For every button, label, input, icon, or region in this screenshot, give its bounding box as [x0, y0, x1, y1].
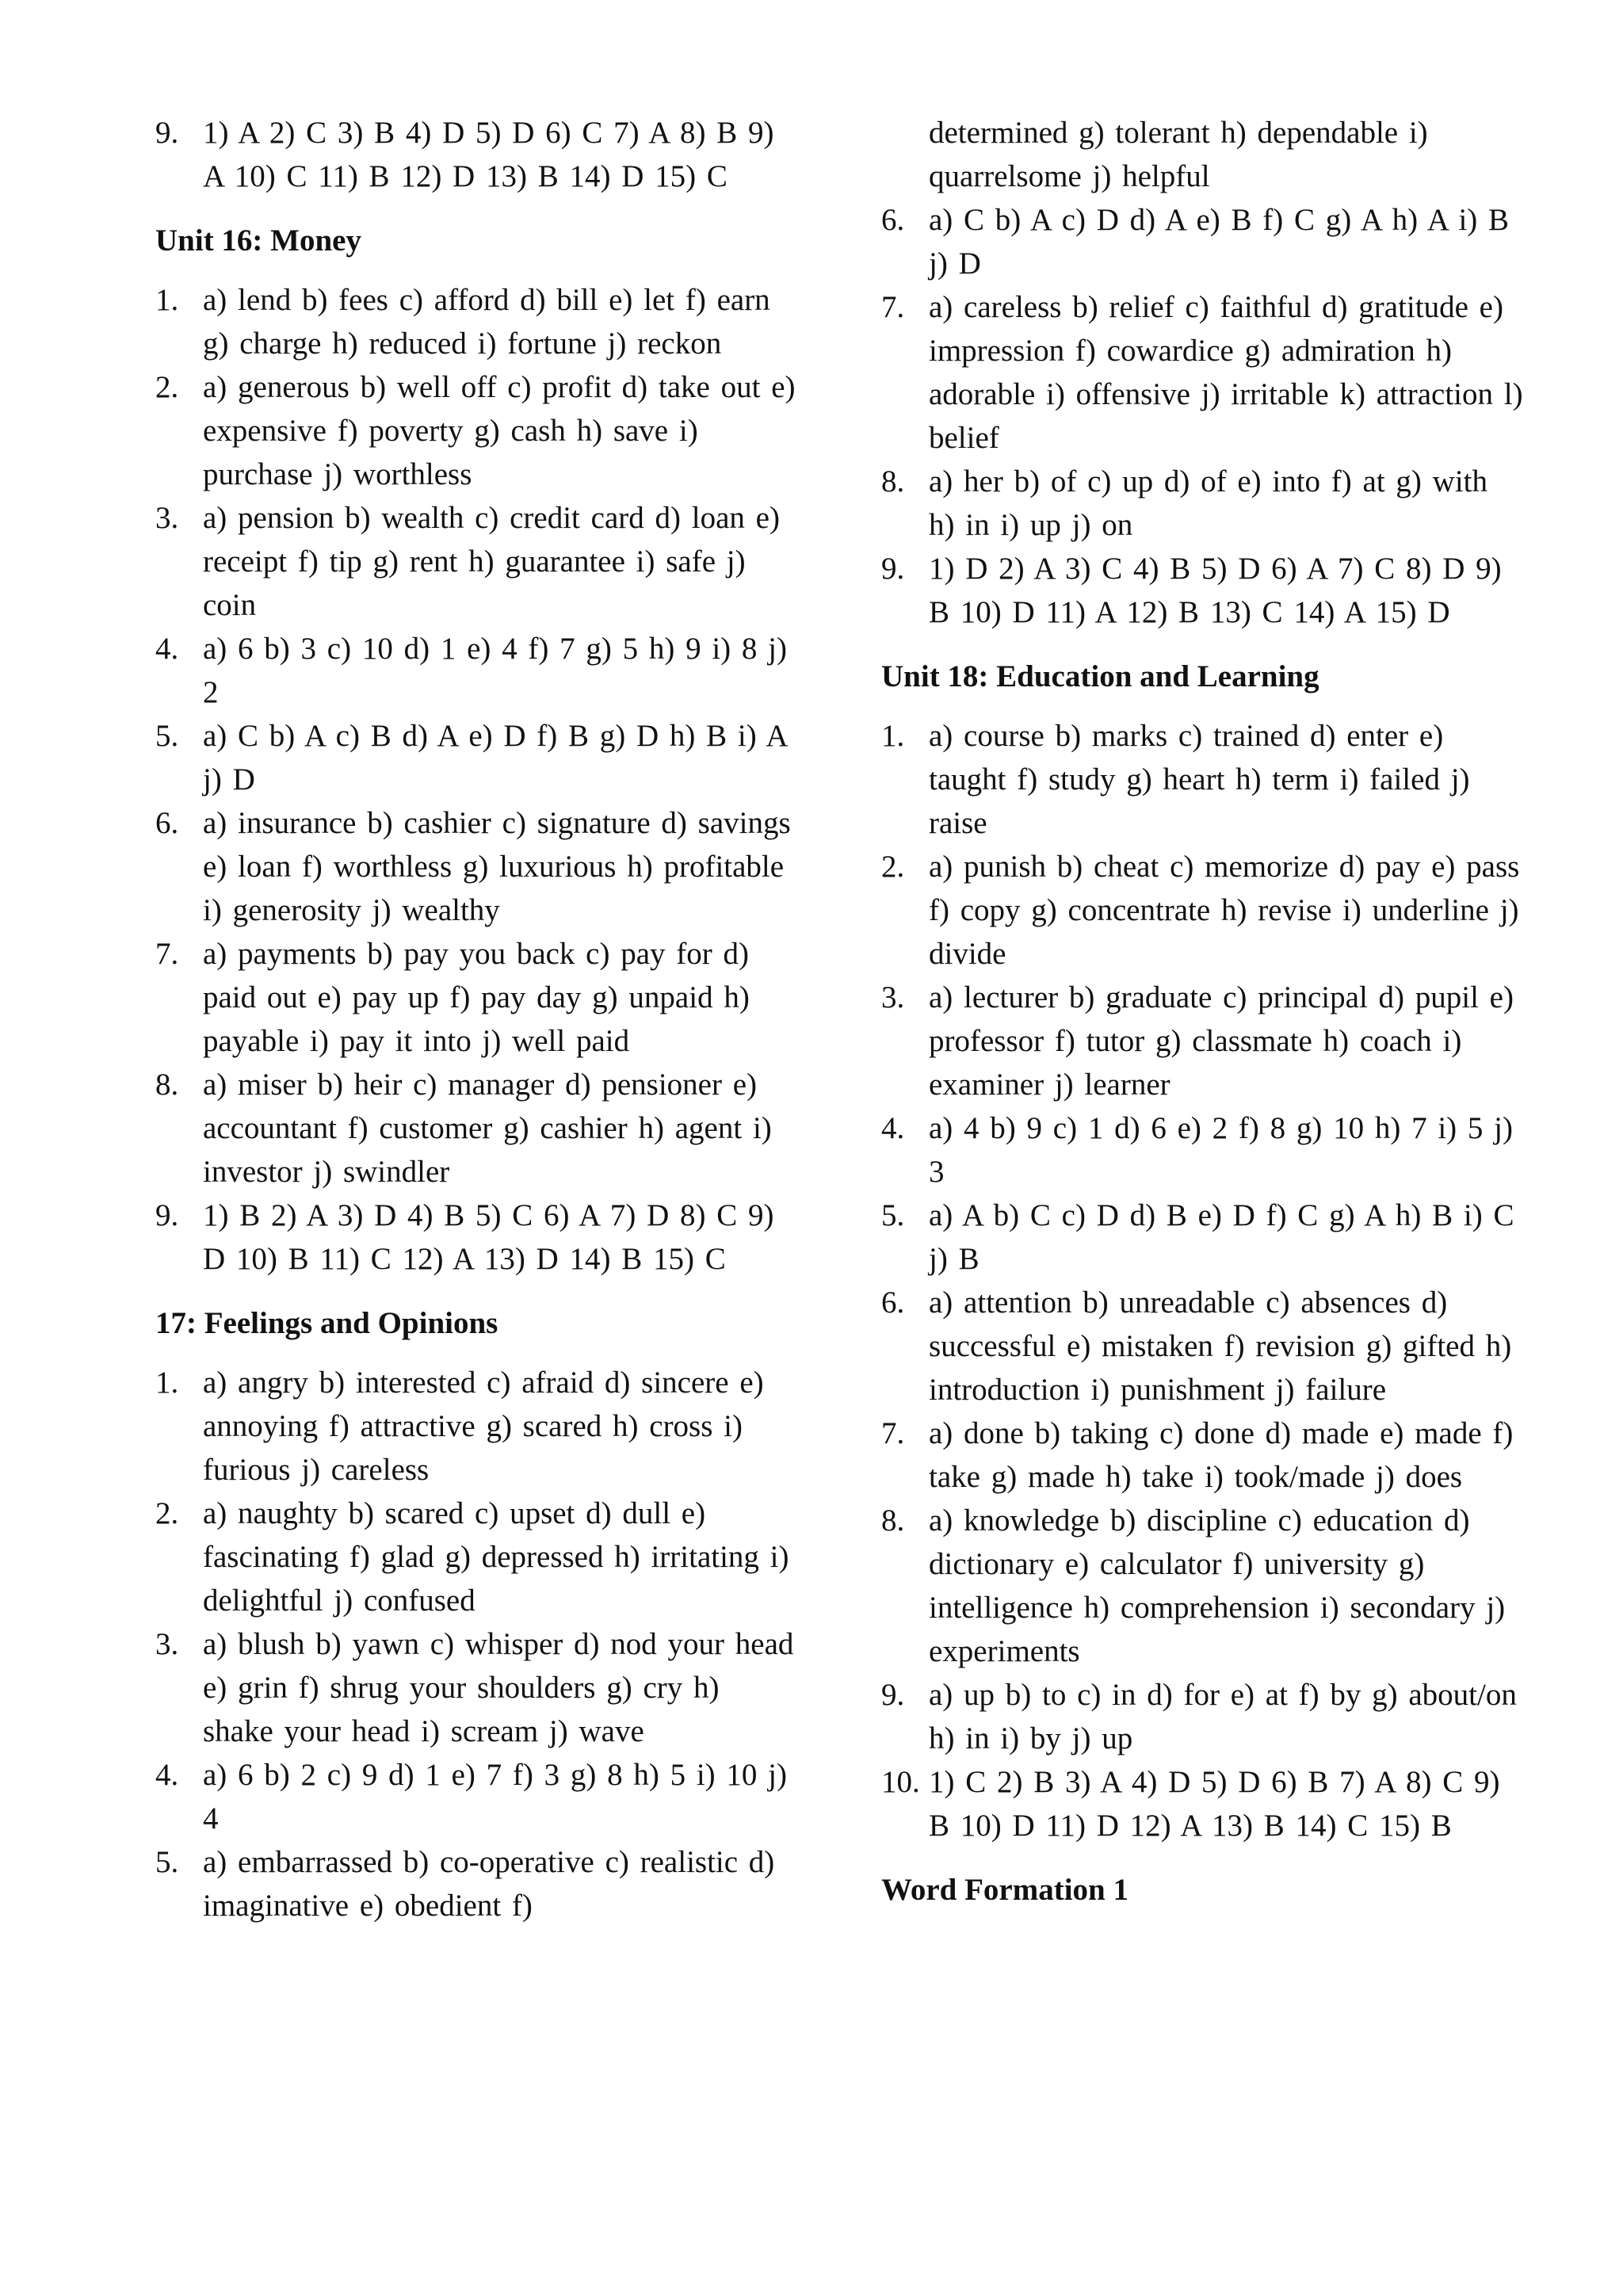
answer-text: a) careless b) relief c) faithful d) gratitude e) impression f) cowardice g) admiration h) adorable i) offensive j) irritable k) attraction l) belief: [929, 290, 1523, 455]
exercise-number: 1.: [155, 283, 179, 317]
exercise-number: 7.: [881, 1416, 905, 1450]
answer-text: a) 6 b) 3 c) 10 d) 1 e) 4 f) 7 g) 5 h) 9 i) 8 j) 2: [203, 632, 787, 709]
exercise-number: 3.: [155, 501, 179, 535]
left-column: [155, 111, 797, 1927]
exercise-answer: [155, 278, 797, 365]
answer-text: a) pension b) wealth c) credit card d) loan e) receipt f) tip g) rent h) guarantee i) safe j) coin: [203, 501, 780, 622]
exercise-answer: [881, 1673, 1523, 1760]
exercise-answer: [881, 111, 1523, 198]
exercise-number: 3.: [155, 1627, 179, 1661]
answer-text: a) her b) of c) up d) of e) into f) at g) with h) in i) up j) on: [929, 464, 1488, 542]
exercise-answer: [155, 496, 797, 627]
answer-section: [155, 111, 797, 198]
exercise-number: 9.: [881, 552, 905, 586]
answer-section: [155, 219, 797, 1281]
exercise-number: 5.: [155, 1845, 179, 1879]
answer-text: a) payments b) pay you back c) pay for d) paid out e) pay up f) pay day g) unpaid h) payable i) pay it into j) well paid: [203, 937, 750, 1058]
exercise-answer: [155, 1194, 797, 1281]
exercise-answer: [155, 1753, 797, 1840]
exercise-answer: [881, 285, 1523, 460]
answer-text: a) C b) A c) B d) A e) D f) B g) D h) B i) A j) D: [203, 719, 787, 797]
exercise-number: 9.: [155, 1198, 179, 1232]
section-heading-17-feelings-and-opinions: 17: Feelings and Opinions: [155, 1306, 498, 1340]
answer-text: a) punish b) cheat c) memorize d) pay e) pass f) copy g) concentrate h) revise i) underline j) divide: [929, 850, 1520, 971]
answer-text: 1) B 2) A 3) D 4) B 5) C 6) A 7) D 8) C 9) D 10) B 11) C 12) A 13) D 14) B 15) C: [203, 1198, 774, 1276]
answer-text: determined g) tolerant h) dependable i) quarrelsome j) helpful: [929, 116, 1428, 193]
answer-text: a) generous b) well off c) profit d) take out e) expensive f) poverty g) cash h) save i) purchase j) worthless: [203, 370, 796, 491]
exercise-answer: [881, 1281, 1523, 1412]
answer-section: [881, 1868, 1523, 1912]
answer-section: [881, 655, 1523, 1847]
answer-text: a) A b) C c) D d) B e) D f) C g) A h) B i) C j) B: [929, 1198, 1514, 1276]
exercise-number: 2.: [155, 370, 179, 404]
exercise-number: 6.: [881, 1286, 905, 1320]
exercise-number: 3.: [881, 980, 905, 1014]
answer-list: [881, 714, 1523, 1847]
answer-text: a) 6 b) 2 c) 9 d) 1 e) 7 f) 3 g) 8 h) 5 i) 10 j) 4: [203, 1758, 787, 1836]
exercise-answer: [155, 714, 797, 801]
exercise-number: 4.: [881, 1111, 905, 1145]
exercise-answer: [881, 1760, 1523, 1847]
exercise-number: 4.: [155, 632, 179, 666]
exercise-answer: [881, 1412, 1523, 1499]
exercise-number: 8.: [155, 1068, 179, 1102]
exercise-answer: [155, 1063, 797, 1194]
answer-list: [881, 111, 1523, 634]
exercise-answer: [881, 1194, 1523, 1281]
answer-text: a) knowledge b) discipline c) education d) dictionary e) calculator f) university g) intelligence h) comprehension i) secondary j) experiments: [929, 1503, 1506, 1668]
answer-list: [155, 111, 797, 198]
right-column: [881, 111, 1523, 1927]
exercise-answer: [881, 845, 1523, 976]
exercise-answer: [155, 1840, 797, 1927]
exercise-number: 8.: [881, 464, 905, 499]
answer-section: [155, 1301, 797, 1927]
answer-text: a) naughty b) scared c) upset d) dull e) fascinating f) glad g) depressed h) irritating i) delightful j) confused: [203, 1496, 789, 1618]
exercise-answer: [155, 932, 797, 1063]
exercise-answer: [881, 1106, 1523, 1194]
answer-text: a) attention b) unreadable c) absences d) successful e) mistaken f) revision g) gifted h) introduction i) punishment j) failure: [929, 1286, 1512, 1407]
exercise-number: 9.: [881, 1678, 905, 1712]
exercise-number: 5.: [155, 719, 179, 753]
exercise-answer: [155, 627, 797, 714]
exercise-number: 9.: [155, 116, 179, 150]
exercise-answer: [881, 547, 1523, 634]
exercise-answer: [155, 1622, 797, 1753]
answer-text: a) insurance b) cashier c) signature d) savings e) loan f) worthless g) luxurious h) profitable i) generosity j) wealthy: [203, 806, 791, 927]
section-heading-word-formation-1: Word Formation 1: [881, 1873, 1128, 1907]
answer-text: 1) A 2) C 3) B 4) D 5) D 6) C 7) A 8) B 9) A 10) C 11) B 12) D 13) B 14) D 15) C: [203, 116, 774, 193]
exercise-answer: [881, 198, 1523, 285]
section-heading-unit-16-money: Unit 16: Money: [155, 223, 361, 258]
answer-section: [881, 111, 1523, 634]
answer-text: a) course b) marks c) trained d) enter e) taught f) study g) heart h) term i) failed j) raise: [929, 719, 1470, 840]
answer-text: a) lend b) fees c) afford d) bill e) let f) earn g) charge h) reduced i) fortune j) reckon: [203, 283, 770, 361]
answer-text: a) 4 b) 9 c) 1 d) 6 e) 2 f) 8 g) 10 h) 7 i) 5 j) 3: [929, 1111, 1513, 1189]
section-heading-unit-18-education-and-learning: Unit 18: Education and Learning: [881, 659, 1319, 693]
exercise-number: 7.: [881, 290, 905, 324]
answer-text: a) embarrassed b) co-operative c) realistic d) imaginative e) obedient f): [203, 1845, 775, 1923]
answer-text: a) lecturer b) graduate c) principal d) pupil e) professor f) tutor g) classmate h) coach i) examiner j) learner: [929, 980, 1514, 1102]
exercise-number: 1.: [881, 719, 905, 753]
answer-text: 1) C 2) B 3) A 4) D 5) D 6) B 7) A 8) C 9) B 10) D 11) D 12) A 13) B 14) C 15) B: [929, 1765, 1500, 1843]
answer-text: a) miser b) heir c) manager d) pensioner e) accountant f) customer g) cashier h) agent i) investor j) swindler: [203, 1068, 772, 1189]
exercise-number: 2.: [881, 850, 905, 884]
exercise-answer: [155, 801, 797, 932]
exercise-answer: [881, 976, 1523, 1106]
exercise-answer: [881, 460, 1523, 547]
answer-text: 1) D 2) A 3) C 4) B 5) D 6) A 7) C 8) D 9) B 10) D 11) A 12) B 13) C 14) A 15) D: [929, 552, 1502, 629]
exercise-answer: [155, 111, 797, 198]
answer-text: a) blush b) yawn c) whisper d) nod your head e) grin f) shrug your shoulders g) cry h) shake your head i) scream j) wave: [203, 1627, 794, 1748]
exercise-number: 6.: [881, 203, 905, 237]
answer-list: [155, 1361, 797, 1927]
exercise-number: 1.: [155, 1366, 179, 1400]
exercise-number: 7.: [155, 937, 179, 971]
exercise-number: 4.: [155, 1758, 179, 1792]
answer-text: a) C b) A c) D d) A e) B f) C g) A h) A i) B j) D: [929, 203, 1510, 281]
answer-text: a) up b) to c) in d) for e) at f) by g) about/on h) in i) by j) up: [929, 1678, 1517, 1755]
exercise-answer: [881, 1499, 1523, 1673]
exercise-answer: [155, 1361, 797, 1492]
answer-text: a) done b) taking c) done d) made e) made f) take g) made h) take i) took/made j) does: [929, 1416, 1514, 1494]
exercise-number: 8.: [881, 1503, 905, 1538]
exercise-answer: [155, 365, 797, 496]
exercise-answer: [881, 714, 1523, 845]
answer-list: [155, 278, 797, 1281]
exercise-number: 2.: [155, 1496, 179, 1530]
answer-text: a) angry b) interested c) afraid d) sincere e) annoying f) attractive g) scared h) cross i) furious j) careless: [203, 1366, 764, 1487]
exercise-number: 10.: [881, 1765, 920, 1799]
exercise-answer: [155, 1492, 797, 1622]
exercise-number: 6.: [155, 806, 179, 840]
exercise-number: 5.: [881, 1198, 905, 1232]
